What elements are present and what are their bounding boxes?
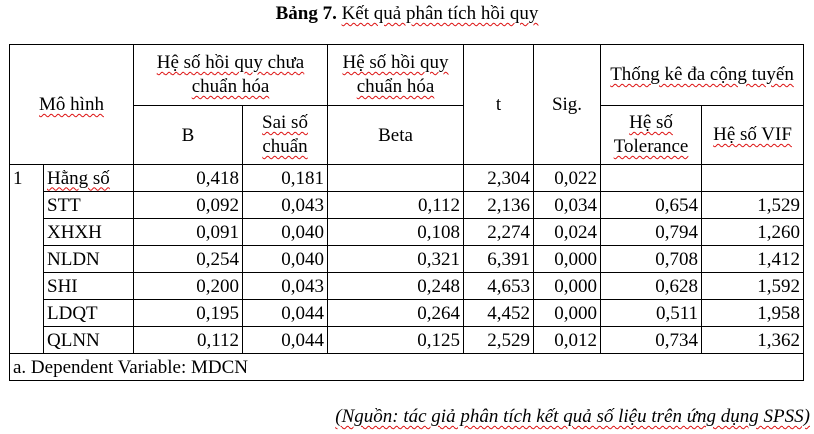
cell-tolerance: 0,654: [601, 192, 702, 219]
cell-sig: 0,000: [534, 300, 601, 327]
cell-vif: 1,529: [702, 192, 804, 219]
cell-sig: 0,012: [534, 327, 601, 354]
cell-se: 0,044: [243, 327, 328, 354]
cell-se: 0,043: [243, 192, 328, 219]
table-row: [10, 273, 804, 300]
header-unstandardized: Hệ số hồi quy chưa chuẩn hóa: [134, 45, 328, 106]
cell-b: 0,418: [134, 165, 243, 192]
cell-b: 0,092: [134, 192, 243, 219]
header-b: B: [134, 106, 243, 165]
cell-vif: 1,412: [702, 246, 804, 273]
cell-tolerance: 0,794: [601, 219, 702, 246]
table-footnote: a. Dependent Variable: MDCN: [10, 354, 804, 381]
cell-t: 2,274: [464, 219, 534, 246]
source-note: (Nguồn: tác giả phân tích kết quả số liệu trên ứng dụng SPSS): [335, 406, 810, 427]
regression-table: [9, 44, 804, 381]
cell-tolerance: [601, 165, 702, 192]
row-name: QLNN: [44, 327, 134, 354]
cell-beta: 0,264: [328, 300, 464, 327]
cell-se: 0,181: [243, 165, 328, 192]
header-model: Mô hình: [10, 45, 134, 165]
table-row: [10, 219, 804, 246]
cell-t: 2,529: [464, 327, 534, 354]
caption-title: Kết quả phân tích hồi quy: [341, 3, 539, 24]
table-row: [10, 300, 804, 327]
cell-b: 0,195: [134, 300, 243, 327]
cell-vif: 1,260: [702, 219, 804, 246]
cell-b: 0,200: [134, 273, 243, 300]
header-tolerance: Hệ số Tolerance: [601, 106, 702, 165]
row-name: SHI: [44, 273, 134, 300]
table-row: [10, 327, 804, 354]
header-t: t: [464, 45, 534, 165]
model-cell-empty: [10, 300, 44, 327]
cell-sig: 0,022: [534, 165, 601, 192]
model-number: 1: [10, 165, 44, 192]
cell-beta: 0,108: [328, 219, 464, 246]
table-row: [10, 165, 804, 192]
table-row: [10, 246, 804, 273]
header-row-1: [10, 45, 804, 106]
model-cell-empty: [10, 192, 44, 219]
cell-sig: 0,024: [534, 219, 601, 246]
row-name: XHXH: [44, 219, 134, 246]
row-name: Hằng số: [44, 165, 134, 192]
cell-beta: 0,248: [328, 273, 464, 300]
cell-se: 0,040: [243, 219, 328, 246]
cell-beta: 0,321: [328, 246, 464, 273]
footnote-row: [10, 354, 804, 381]
cell-b: 0,254: [134, 246, 243, 273]
cell-vif: [702, 165, 804, 192]
cell-t: 4,653: [464, 273, 534, 300]
table-caption: [0, 0, 814, 32]
cell-sig: 0,000: [534, 246, 601, 273]
cell-t: 2,304: [464, 165, 534, 192]
model-cell-empty: [10, 219, 44, 246]
model-cell-empty: [10, 273, 44, 300]
cell-tolerance: 0,511: [601, 300, 702, 327]
cell-vif: 1,958: [702, 300, 804, 327]
cell-t: 6,391: [464, 246, 534, 273]
header-se: Sai số chuẩn: [243, 106, 328, 165]
cell-beta: 0,112: [328, 192, 464, 219]
header-sig: Sig.: [534, 45, 601, 165]
header-collinearity: Thống kê đa cộng tuyến: [601, 45, 804, 106]
cell-beta: [328, 165, 464, 192]
row-name: LDQT: [44, 300, 134, 327]
cell-b: 0,112: [134, 327, 243, 354]
cell-tolerance: 0,734: [601, 327, 702, 354]
table-row: [10, 192, 804, 219]
header-standardized: Hệ số hồi quy chuẩn hóa: [328, 45, 464, 106]
row-name: STT: [44, 192, 134, 219]
cell-sig: 0,034: [534, 192, 601, 219]
cell-b: 0,091: [134, 219, 243, 246]
model-cell-empty: [10, 327, 44, 354]
cell-sig: 0,000: [534, 273, 601, 300]
cell-tolerance: 0,708: [601, 246, 702, 273]
cell-se: 0,043: [243, 273, 328, 300]
cell-vif: 1,592: [702, 273, 804, 300]
cell-beta: 0,125: [328, 327, 464, 354]
row-name: NLDN: [44, 246, 134, 273]
cell-se: 0,040: [243, 246, 328, 273]
header-vif: Hệ số VIF: [702, 106, 804, 165]
cell-t: 4,452: [464, 300, 534, 327]
cell-tolerance: 0,628: [601, 273, 702, 300]
model-cell-empty: [10, 246, 44, 273]
cell-t: 2,136: [464, 192, 534, 219]
cell-vif: 1,362: [702, 327, 804, 354]
cell-se: 0,044: [243, 300, 328, 327]
caption-label: Bảng 7.: [275, 3, 337, 24]
header-beta: Beta: [328, 106, 464, 165]
